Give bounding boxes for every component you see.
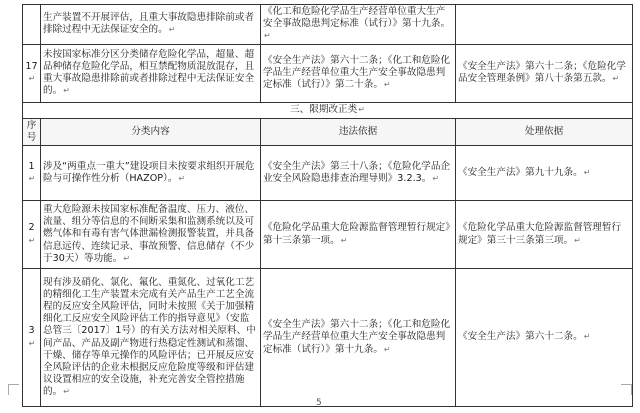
handling-basis-cell: 《安全生产法》第六十二条。↵ — [456, 269, 633, 407]
header-violation-basis: 违法依据 — [261, 118, 456, 145]
row-number — [23, 5, 41, 45]
margin-corner-mark-right — [621, 384, 632, 395]
table-row — [23, 5, 633, 45]
handling-basis-cell: 《安全生产法》第六十二条；《危险化学品安全管理条例》第八十条第五款。↵ — [456, 44, 633, 102]
header-row — [23, 118, 633, 145]
table-row — [23, 269, 633, 407]
row-number: 2↵ — [23, 201, 41, 269]
category-cell: 生产装置不开展评估，且重大事故隐患排除前或者排除过程中无法保证安全的。↵ — [41, 5, 261, 45]
header-category: 分类内容 — [41, 118, 261, 145]
margin-corner-mark-left — [8, 384, 19, 395]
violation-basis-cell: 《安全生产法》第六十二条；《化工和危险化学品生产经营单位重大生产安全事故隐患判定标准（试行）》第二十条。↵ — [261, 44, 456, 102]
row-number: 3↵ — [23, 269, 41, 407]
category-cell: 现有涉及硝化、氯化、氟化、重氮化、过氧化工艺的精细化工生产装置未完成有关产品生产工艺全流程的反应安全风险评估，同时未按照《关于加强精细化工反应安全风险评估工作的指导意见》（安监总管三〔2017〕1号）的有关方法对相关原料、中间产品、产品及副产物进行热稳定性测试和蒸馏、干燥、储存等单元操作的风险评估；已开展反应安全风险评估的企业未根据反应危险度等级和评估建议设置相应的安全设施，补充完善安全管控措施的。↵ — [41, 269, 261, 407]
violation-basis-cell: 《危险化学品重大危险源监督管理暂行规定》第十三条第一项。↵ — [261, 201, 456, 269]
header-handling-basis: 处理依据 — [456, 118, 633, 145]
table-row — [23, 44, 633, 102]
table-row — [23, 146, 633, 201]
page-number: 5 — [316, 398, 322, 408]
table-row — [23, 201, 633, 269]
violation-basis-cell: 《安全生产法》第三十八条；《危险化学品企业安全风险隐患排查治理导则》3.2.3。↵ — [261, 146, 456, 201]
section-row — [23, 102, 633, 118]
category-cell: 未按国家标准分区分类储存危险化学品，超量、超品种储存危险化学品，相互禁配物质混放混存，且重大事故隐患排除前或者排除过程中无法保证安全的。↵ — [41, 44, 261, 102]
row-number: 17↵ — [23, 44, 41, 102]
violation-basis-cell: 《安全生产法》第六十二条；《化工和危险化学品生产经营单位重大生产安全事故隐患判定标准（试行）》第十九条。↵ — [261, 269, 456, 407]
handling-basis-cell: 《危险化学品重大危险源监督管理暂行规定》第三十三条第三项。↵ — [456, 201, 633, 269]
handling-basis-cell — [456, 5, 633, 45]
row-number: 1↵ — [23, 146, 41, 201]
category-cell: 涉及“两重点一重大”建设项目未按要求组织开展危险与可操作性分析（HAZOP）。↵ — [41, 146, 261, 201]
section-title: 三、限期改正类↵ — [23, 102, 633, 118]
category-cell: 重大危险源未按国家标准配备温度、压力、液位、流量、组分等信息的不间断采集和监测系统以及可燃气体和有毒有害气体泄漏检测报警装置，并具备信息远传、连续记录、事故预警、信息储存（不少于30天）等功能。↵ — [41, 201, 261, 269]
header-no: 序号 — [23, 118, 41, 145]
violation-basis-cell: 《化工和危险化学品生产经营单位重大生产安全事故隐患判定标准（试行）》第十九条。↵ — [261, 5, 456, 45]
regulation-table — [22, 4, 633, 407]
handling-basis-cell: 《安全生产法》第九十九条。↵ — [456, 146, 633, 201]
